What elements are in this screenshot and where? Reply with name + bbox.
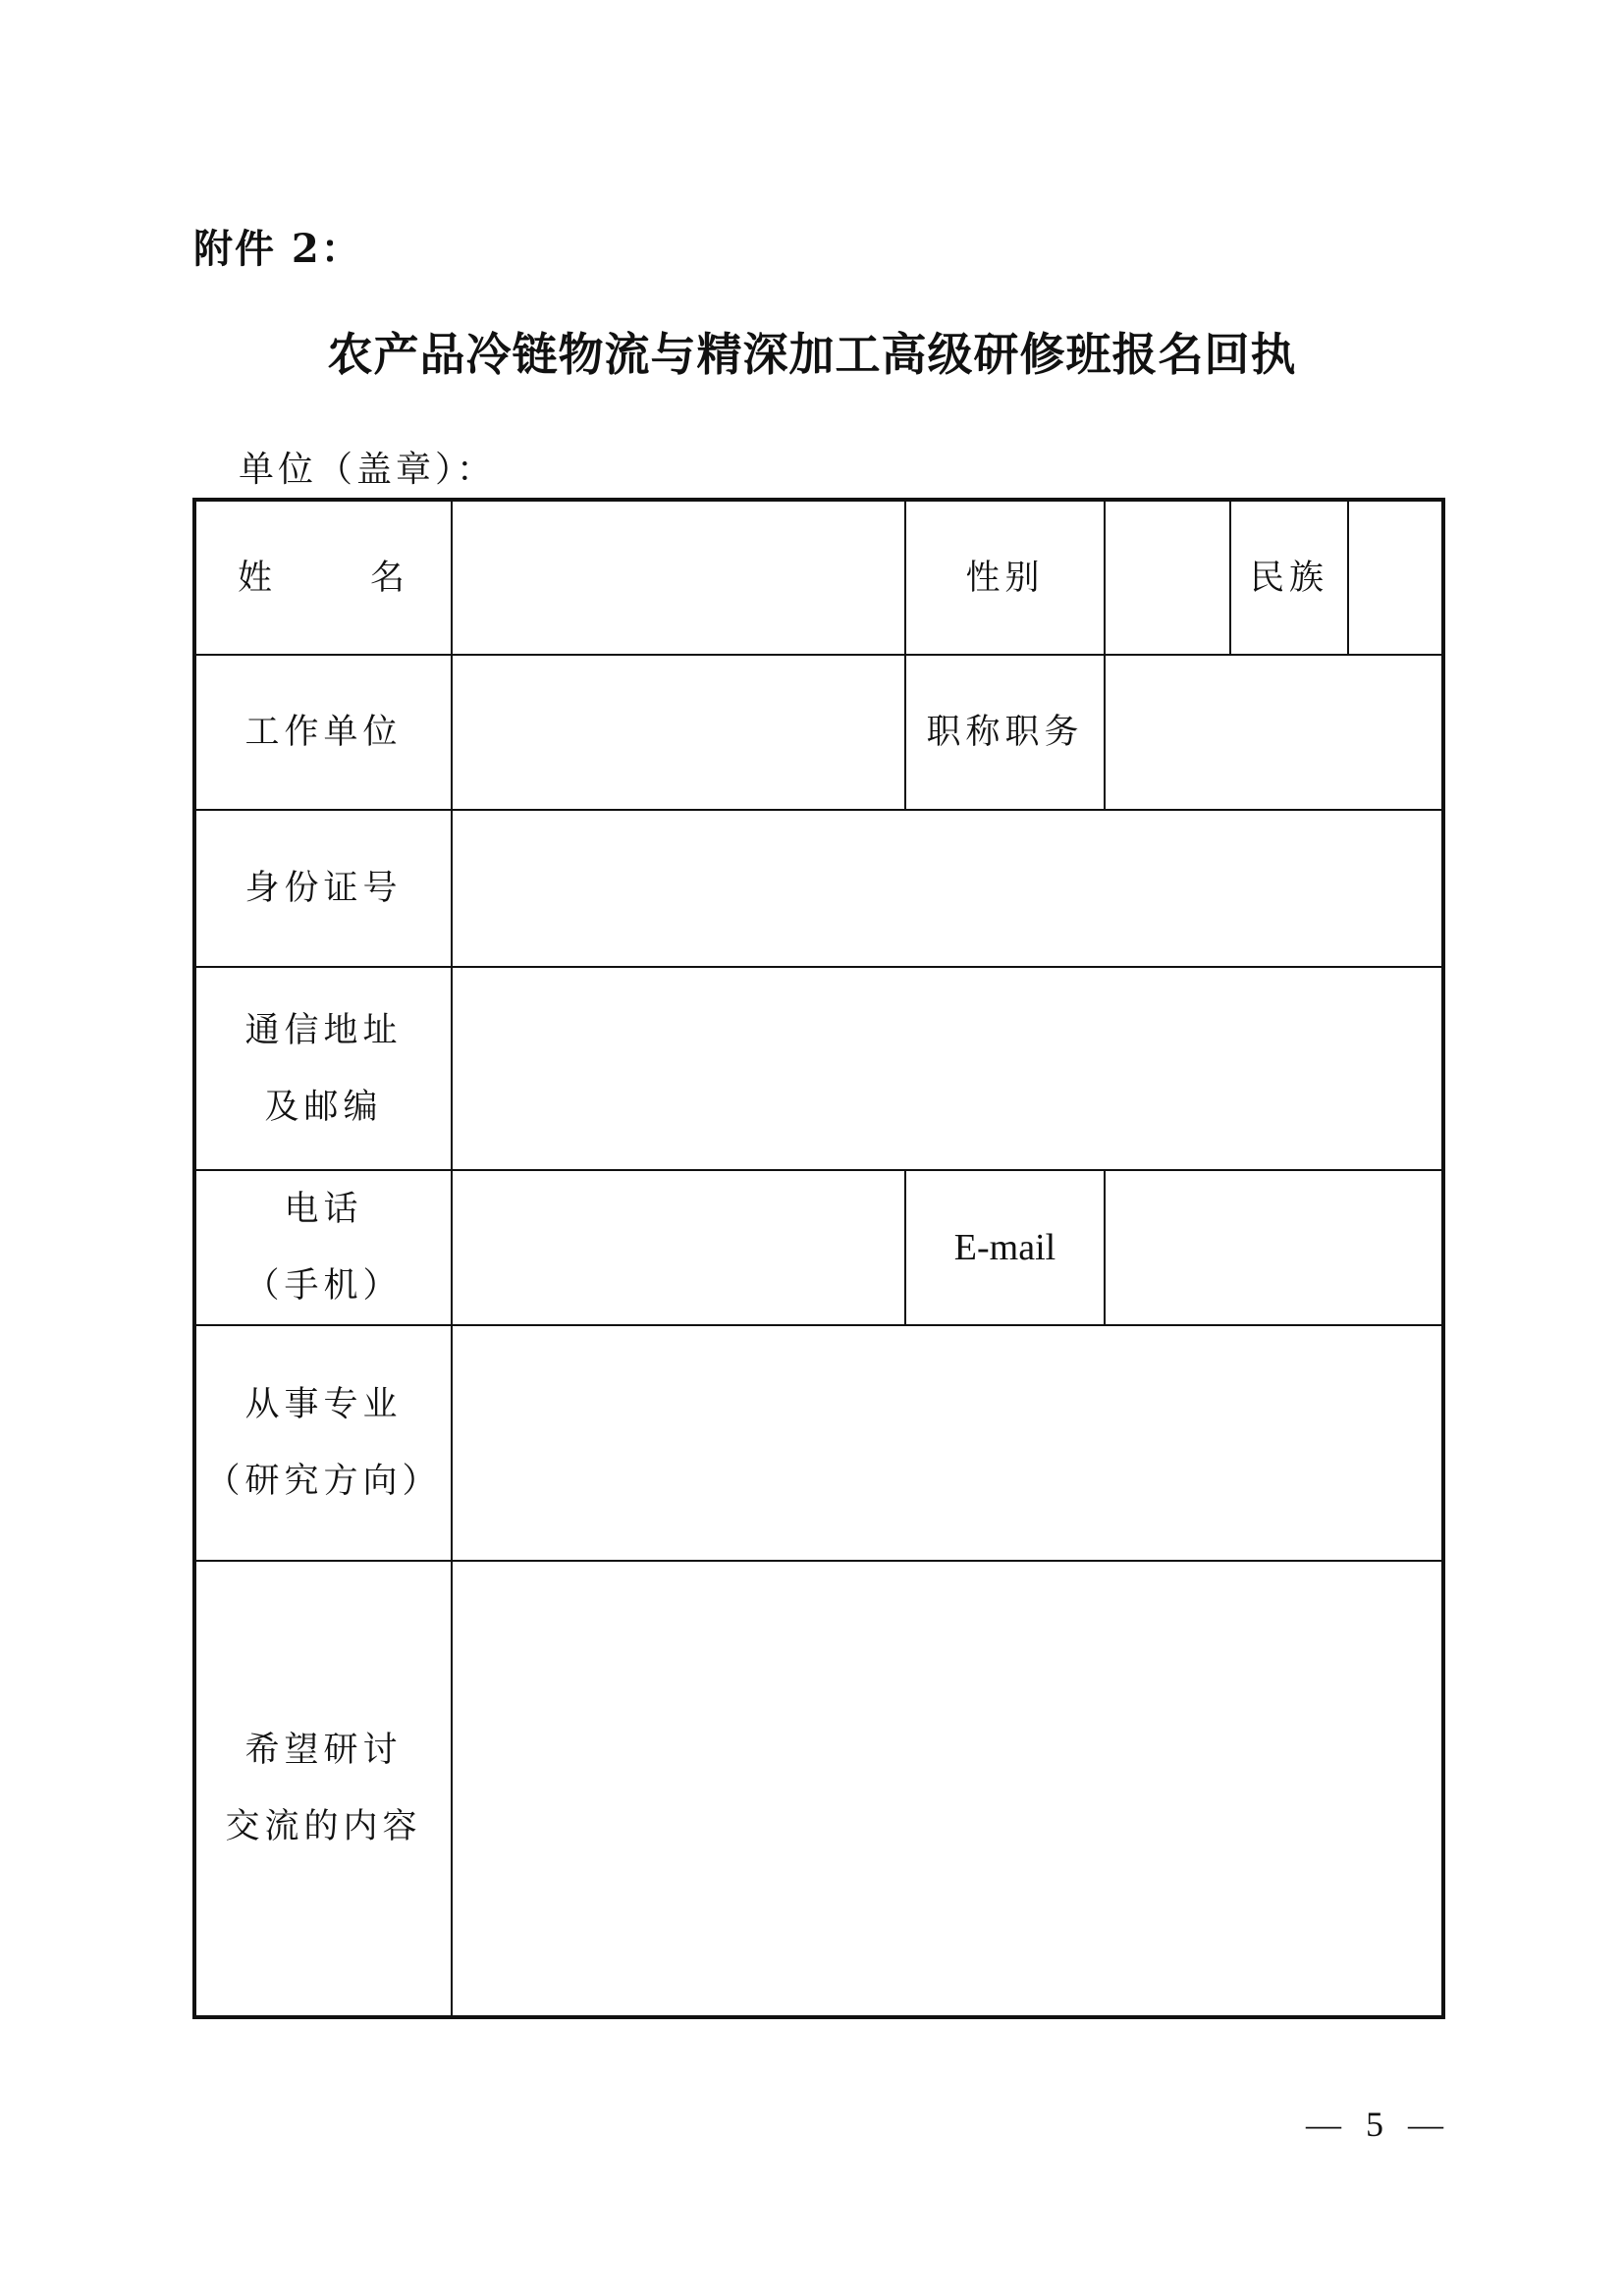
attachment-label: 附件 2： [193,226,362,272]
row-phone [194,1170,1443,1325]
ethnicity-label: 民族 [1230,500,1348,655]
email-field[interactable] [1105,1170,1443,1325]
row-name [194,500,1443,655]
row-topics [194,1561,1443,2017]
row-specialty [194,1325,1443,1561]
unit-stamp-label: 单位（盖章）： [239,450,497,490]
row-address [194,967,1443,1170]
name-field[interactable] [452,500,905,655]
page-number: — 5 — [1306,2105,1451,2144]
gender-label: 性别 [905,500,1105,655]
address-field[interactable] [452,967,1443,1170]
email-label: E-mail [905,1170,1105,1325]
specialty-field[interactable] [452,1325,1443,1561]
name-label: 姓 名 [194,500,452,655]
address-label: 通信地址 及邮编 [194,967,452,1170]
title-position-field[interactable] [1105,655,1443,810]
phone-field[interactable] [452,1170,905,1325]
gender-field[interactable] [1105,500,1230,655]
topics-field[interactable] [452,1561,1443,2017]
work-unit-field[interactable] [452,655,905,810]
phone-label: 电话 （手机） [194,1170,452,1325]
registration-form-table [192,498,1445,2019]
document-title: 农产品冷链物流与精深加工高级研修班报名回执 [327,328,1297,381]
row-work-unit [194,655,1443,810]
row-id-number [194,810,1443,967]
work-unit-label: 工作单位 [194,655,452,810]
id-number-field[interactable] [452,810,1443,967]
topics-label: 希望研讨 交流的内容 [194,1561,452,2017]
id-number-label: 身份证号 [194,810,452,967]
title-position-label: 职称职务 [905,655,1105,810]
specialty-label: 从事专业 （研究方向） [194,1325,452,1561]
ethnicity-field[interactable] [1348,500,1443,655]
